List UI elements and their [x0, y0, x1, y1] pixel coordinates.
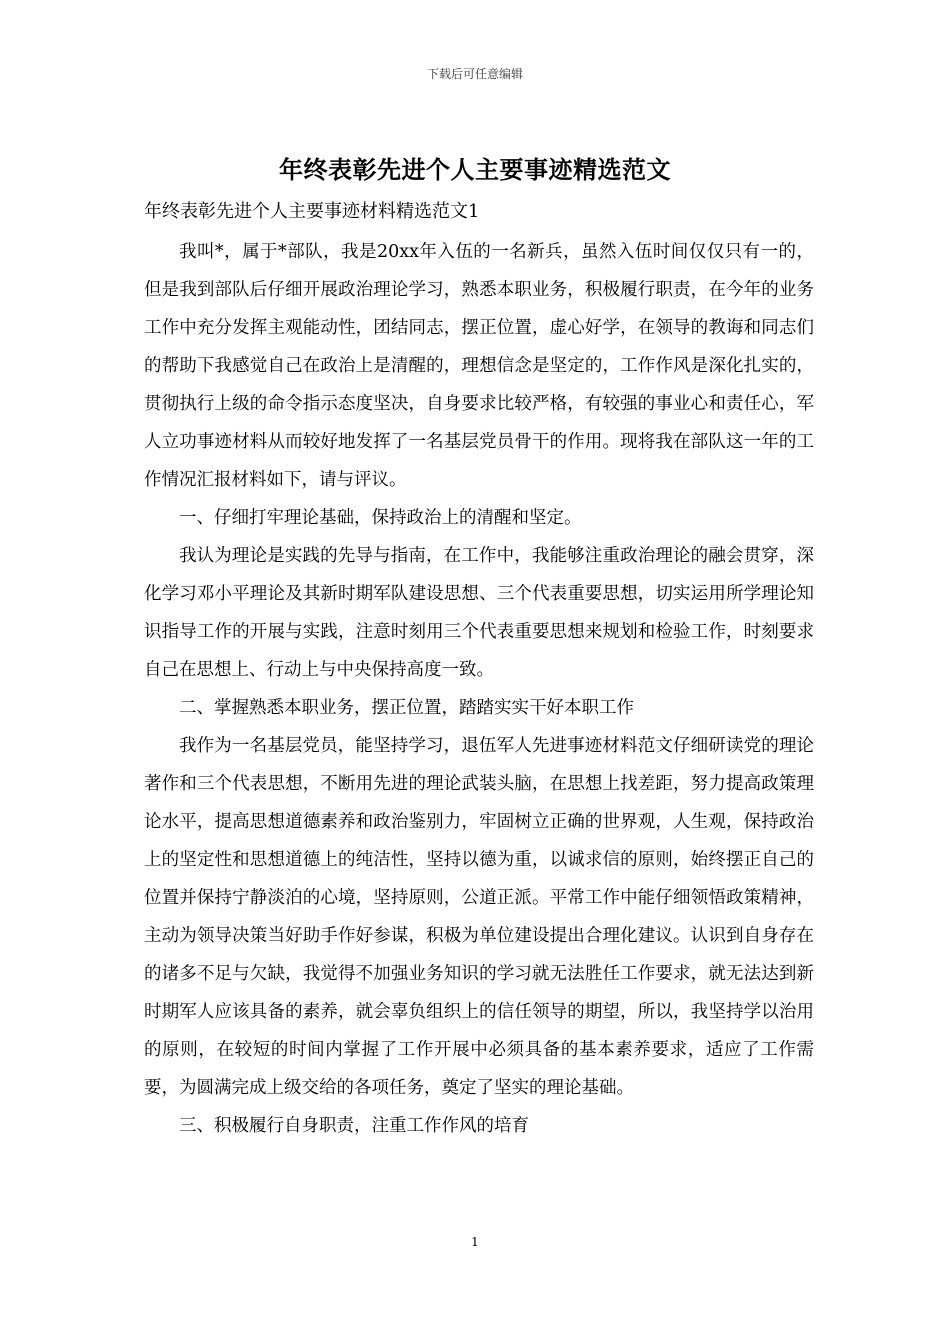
section-heading-3: 三、积极履行自身职责，注重工作作风的培育	[179, 1116, 529, 1136]
document-body	[144, 233, 814, 1145]
document-title: 年终表彰先进个人主要事迹精选范文	[279, 155, 671, 184]
section-heading-1: 一、仔细打牢理论基础，保持政治上的清醒和坚定。	[179, 508, 582, 528]
paragraph-theory: 我认为理论是实践的先导与指南，在工作中，我能够注重政治理论的融会贯穿，深化学习邓小平理论及其新时期军队建设思想、三个代表重要思想，切实运用所学理论知识指导工作的开展与实践，注意时刻用三个代表重要思想来规划和检验工作，时刻要求自己在思想上、行动上与中央保持高度一致。	[144, 546, 814, 680]
page-number: 1	[471, 1235, 479, 1249]
section-heading-2: 二、掌握熟悉本职业务，摆正位置，踏踏实实干好本职工作	[179, 698, 634, 718]
page-header-note: 下载后可任意编辑	[426, 67, 523, 81]
paragraph-duties: 我作为一名基层党员，能坚持学习，退伍军人先进事迹材料范文仔细研读党的理论著作和三个代表思想，不断用先进的理论武装头脑，在思想上找差距，努力提高政策理论水平，提高思想道德素养和政治鉴别力，牢固树立正确的世界观，人生观，保持政治上的坚定性和思想道德上的纯洁性，坚持以德为重，以诚求信的原则，始终摆正自己的位置并保持宁静淡泊的心境，坚持原则，公道正派。平常工作中能仔细领悟政策精神，主动为领导决策当好助手作好参谋，积极为单位建设提出合理化建议。认识到自身存在的诸多不足与欠缺，我觉得不加强业务知识的学习就无法胜任工作要求，就无法达到新时期军人应该具备的素养，就会辜负组织上的信任领导的期望，所以，我坚持学以治用的原则，在较短的时间内掌握了工作开展中必须具备的基本素养要求，适应了工作需要，为圆满完成上级交给的各项任务，奠定了坚实的理论基础。	[144, 736, 814, 1098]
document-subtitle: 年终表彰先进个人主要事迹材料精选范文1	[144, 201, 480, 222]
paragraph-intro: 我叫*，属于*部队，我是20xx年入伍的一名新兵，虽然入伍时间仅仅只有一的，但是我到部队后仔细开展政治理论学习，熟悉本职业务，积极履行职责，在今年的业务工作中充分发挥主观能动性，团结同志，摆正位置，虚心好学，在领导的教诲和同志们的帮助下我感觉自己在政治上是清醒的，理想信念是坚定的，工作作风是深化扎实的，贯彻执行上级的命令指示态度坚决，自身要求比较严格，有较强的事业心和责任心，军人立功事迹材料从而较好地发挥了一名基层党员骨干的作用。现将我在部队这一年的工作情况汇报材料如下，请与评议。	[144, 242, 814, 490]
